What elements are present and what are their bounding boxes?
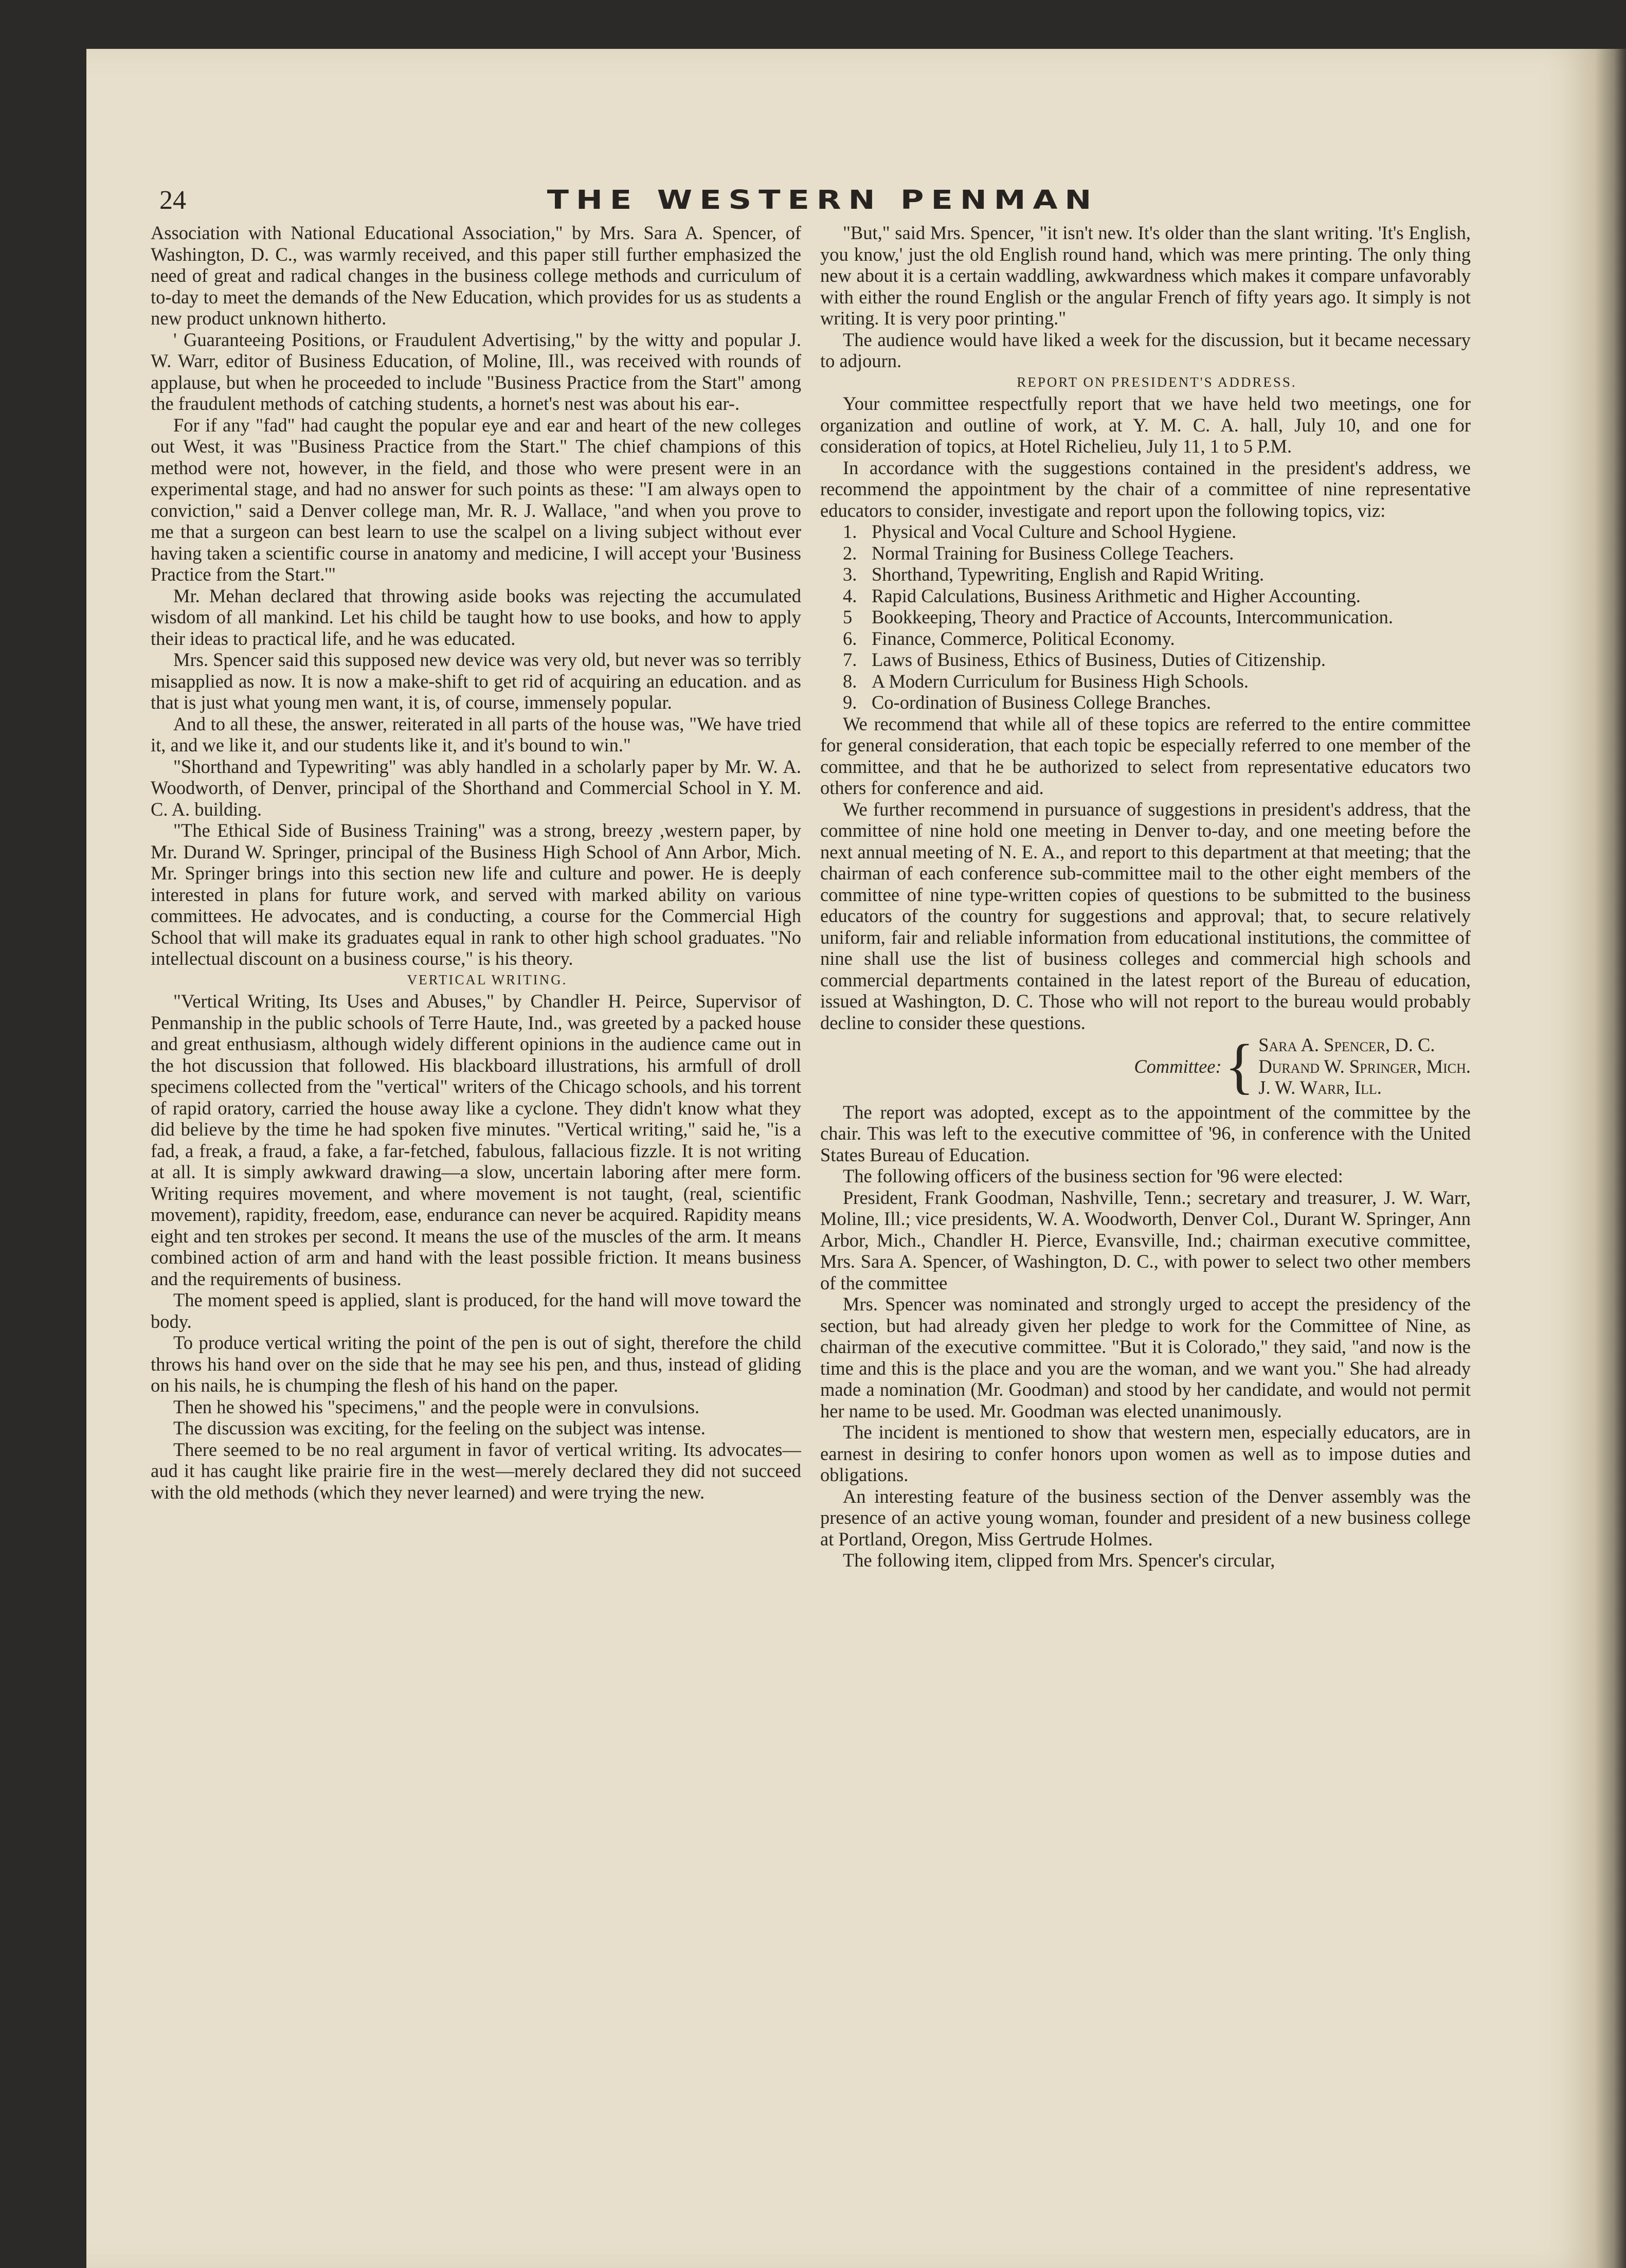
list-item: [820, 628, 1471, 650]
paragraph: President, Frank Goodman, Nashville, Tenn.; secretary and treasurer, J. W. Warr, Moline, Ill.; vice presidents, W. A. Woodworth, Denver Col., Durant W. Springer, Ann Arbor, Mich., Chandler H. Pierce, Evansville, Ind.; chairman executive committee, Mrs. Sara A. Spencer, of Washington, D. C., with power to select two other members of the committee: [820, 1186, 1471, 1293]
paragraph: Association with National Educational Association," by Mrs. Sara A. Spencer, of Washington, D. C., was warmly received, and this paper still further emphasized the need of great and radical changes in the business college methods and curriculum of to-day to meet the demands of the New Education, which provides for us as students a new product unknown hitherto.: [151, 222, 801, 329]
list-item-number: 8.: [843, 670, 857, 692]
list-item-text: Shorthand, Typewriting, English and Rapid Writing.: [872, 564, 1264, 585]
list-item-number: 1.: [843, 521, 857, 542]
topics-list: [820, 521, 1471, 713]
list-item-number: 7.: [843, 649, 857, 670]
list-item: [820, 671, 1471, 692]
paragraph: The discussion was exciting, for the feeling on the subject was intense.: [173, 1417, 706, 1438]
list-item-text: A Modern Curriculum for Business High Schools.: [872, 670, 1249, 692]
paragraph: In accordance with the suggestions contained in the president's address, we recommend the appointment by the chair of a committee of nine representative educators to consider, investigate and report upon the following topics, viz:: [820, 457, 1471, 521]
paragraph: We recommend that while all of these topics are referred to the entire committee for general consideration, that each topic be especially referred to one member of the committee, and that he be authorized to select from representative educators two others for conference and aid.: [820, 713, 1471, 798]
committee-member: J. W. Warr, Ill.: [1258, 1077, 1382, 1098]
section-heading-report: REPORT ON PRESIDENT'S ADDRESS.: [1017, 374, 1297, 390]
list-item-text: Rapid Calculations, Business Arithmetic and Higher Accounting.: [872, 585, 1361, 606]
paragraph: Mrs. Spencer said this supposed new device was very old, but never was so terribly misapplied as now. It is now a make-shift to get rid of acquiring an education. and as that is just what young men want, it is, of course, immensely popular.: [151, 649, 801, 713]
paragraph: The following item, clipped from Mrs. Spencer's circular,: [843, 1550, 1275, 1571]
list-item-text: Normal Training for Business College Teachers.: [872, 542, 1234, 564]
paragraph: The following officers of the business section for '96 were elected:: [843, 1165, 1343, 1186]
list-item: [820, 649, 1471, 671]
list-item-number: 3.: [843, 564, 857, 585]
paragraph: ' Guaranteeing Positions, or Fraudulent Advertising," by the witty and popular J. W. Warr, editor of Business Education, of Moline, Ill., was received with rounds of applause, but when he proceeded to include "Business Practice from the Start" among the fraudulent methods of catching students, a hornet's nest was about his ear-.: [151, 329, 801, 414]
list-item: [820, 564, 1471, 585]
committee-member: Durand W. Springer, Mich.: [1258, 1055, 1471, 1077]
paragraph: "Vertical Writing, Its Uses and Abuses," by Chandler H. Peirce, Supervisor of Penmanship in the public schools of Terre Haute, Ind., was greeted by a packed house and great enthusiasm, although widely different opinions in the audience came out in the hot discussion that followed. His blackboard illustrations, his armfull of droll specimens collected from the "vertical" writers of the Chicago schools, and his torrent of rapid oratory, carried the house away like a cyclone. They didn't know what they did believe by the time he had spoken five minutes. "Vertical writing," said he, "is a fad, a freak, a fraud, a fake, a far-fetched, fabulous, fallacious fizzle. It is not writing at all. It is simply awkward drawing—a slow, uncertain laboring after mere form. Writing requires movement, and where movement is not taught, (real, scientific movement), rapidity, freedom, ease, endurance can never be acquired. Rapidity means eight and ten strokes per second. It means the use of the muscles of the arm. It means combined action of arm and hand with the least possible friction. It means business and the requirements of business.: [151, 991, 801, 1289]
paragraph: Then he showed his "specimens," and the people were in convulsions.: [173, 1396, 700, 1417]
paragraph: The moment speed is applied, slant is produced, for the hand will move toward the body.: [151, 1289, 801, 1332]
list-item-number: 6.: [843, 627, 857, 649]
list-item-number: 4.: [843, 585, 857, 606]
paragraph: "Shorthand and Typewriting" was ably handled in a scholarly paper by Mr. W. A. Woodworth, of Denver, principal of the Shorthand and Commercial School in Y. M. C. A. building.: [151, 755, 801, 820]
paragraph: We further recommend in pursuance of suggestions in president's address, that the committee of nine hold one meeting in Denver to-day, and one meeting before the next annual meeting of N. E. A., and report to this department at that meeting; that the chairman of each conference sub-committee mail to the other eight members of the committee of nine type-written copies of questions to be submitted to the business educators of the country for suggestions and approval; that, to secure relatively uniform, fair and reliable information from educational institutions, the committee of nine shall use the list of business colleges and commercial high schools and commercial departments contained in the latest report of the Bureau of education, issued at Washington, D. C. Those who will not report to the bureau would probably decline to consider these questions.: [820, 798, 1471, 1033]
list-item-text: Laws of Business, Ethics of Business, Duties of Citizenship.: [872, 649, 1326, 670]
paragraph: The report was adopted, except as to the appointment of the committee by the chair. This was left to the executive committee of '96, in conference with the United States Bureau of Education.: [820, 1101, 1471, 1165]
list-item: [820, 692, 1471, 713]
paragraph: For if any "fad" had caught the popular eye and ear and heart of the new colleges out West, it was "Business Practice from the Start." The chief champions of this method were not, however, in the field, and those who were present were in an experimental stage, and had no answer for such points as these: "I am always open to conviction," said a Denver college man, Mr. R. J. Wallace, "and when you prove to me that a surgeon can best learn to use the scalpel on a living subject without ever having taken a scientific course in anatomy and medicine, I will accept your 'Business Practice from the Start.'": [151, 414, 801, 585]
list-item-text: Finance, Commerce, Political Economy.: [872, 627, 1175, 649]
page-binding-edge: [1596, 49, 1626, 2268]
paragraph: Mrs. Spencer was nominated and strongly urged to accept the presidency of the section, but had already given her pledge to work for the Committee of Nine, as chairman of the executive committee. "But it is Colorado," they said, "and now is the time and this is the place and you are the woman, and we want you." She had already made a nomination (Mr. Goodman) and stood by her candidate, and would not permit her name to be used. Mr. Goodman was elected unanimously.: [820, 1293, 1471, 1421]
list-item: [820, 585, 1471, 607]
paragraph: There seemed to be no real argument in favor of vertical writing. Its advocates—aud it has caught like prairie fire in the west—merely declared they did not succeed with the old methods (which they never learned) and were trying the new.: [151, 1438, 801, 1503]
list-item: [820, 521, 1471, 543]
list-item-text: Co-ordination of Business College Branches.: [872, 692, 1211, 713]
masthead-title: THE WESTERN PENMAN: [547, 184, 1099, 215]
list-item: [820, 606, 1471, 628]
paragraph: The incident is mentioned to show that western men, especially educators, are in earnest in desiring to confer honors upon women as well as to impose duties and obligations.: [820, 1421, 1471, 1485]
paragraph: Your committee respectfully report that we have held two meetings, one for organization and outline of work, at Y. M. C. A. hall, July 10, and one for consideration of topics, at Hotel Richelieu, July 11, 1 to 5 P.M.: [820, 393, 1471, 457]
paragraph: Mr. Mehan declared that throwing aside books was rejecting the accumulated wisdom of all mankind. Let his child be taught how to use books, and how to apply their ideas to practical life, and he was educated.: [151, 585, 801, 649]
list-item-text: Bookkeeping, Theory and Practice of Accounts, Intercommunication.: [872, 606, 1393, 627]
paragraph: "The Ethical Side of Business Training" was a strong, breezy ,western paper, by Mr. Durand W. Springer, principal of the Business High School of Ann Arbor, Mich. Mr. Springer brings into this section new life and culture and power. He is deeply interested in plans for future work, and served with marked ability on various committees. He advocates, and is conducting, a course for the Commercial High School that will make its graduates equal in rank to other high school graduates. "No intellectual discount on a business course," is his theory.: [151, 820, 801, 969]
section-heading-vertical-writing: VERTICAL WRITING.: [407, 971, 568, 987]
right-column: [820, 222, 1471, 2166]
brace-glyph: {: [1224, 1032, 1255, 1101]
committee-member: Sara A. Spencer, D. C.: [1258, 1034, 1435, 1055]
left-column: [151, 222, 801, 2166]
paragraph: To produce vertical writing the point of the pen is out of sight, therefore the child throws his hand over on the side that he may see his pen, and thus, instead of gliding on his nails, he is chumping the flesh of his hand on the paper.: [151, 1332, 801, 1396]
list-item-text: Physical and Vocal Culture and School Hygiene.: [872, 521, 1237, 542]
list-item-number: 9.: [843, 692, 857, 713]
paragraph: An interesting feature of the business section of the Denver assembly was the presence of an active young woman, founder and president of a new business college at Portland, Oregon, Miss Gertrude Holmes.: [820, 1485, 1471, 1550]
paragraph: "But," said Mrs. Spencer, "it isn't new. It's older than the slant writing. 'It's English, you know,' just the old English round hand, which was mere printing. The only thing new about it is a certain waddling, awkwardness which makes it compare unfavorably with either the round English or the angular French of fifty years ago. It simply is not writing. It is very poor printing.": [820, 222, 1471, 329]
paragraph: The audience would have liked a week for the discussion, but it became necessary to adjourn.: [820, 329, 1471, 371]
list-item-number: 5: [843, 606, 853, 627]
committee-signature: [820, 1034, 1471, 1099]
list-item: [820, 543, 1471, 564]
committee-members: [1258, 1034, 1471, 1099]
list-item-number: 2.: [843, 542, 857, 564]
committee-label: Committee:: [1134, 1055, 1222, 1077]
paragraph: And to all these, the answer, reiterated in all parts of the house was, "We have tried it, and we like it, and our students like it, and it's bound to win.": [151, 713, 801, 755]
page-number: 24: [159, 186, 186, 215]
